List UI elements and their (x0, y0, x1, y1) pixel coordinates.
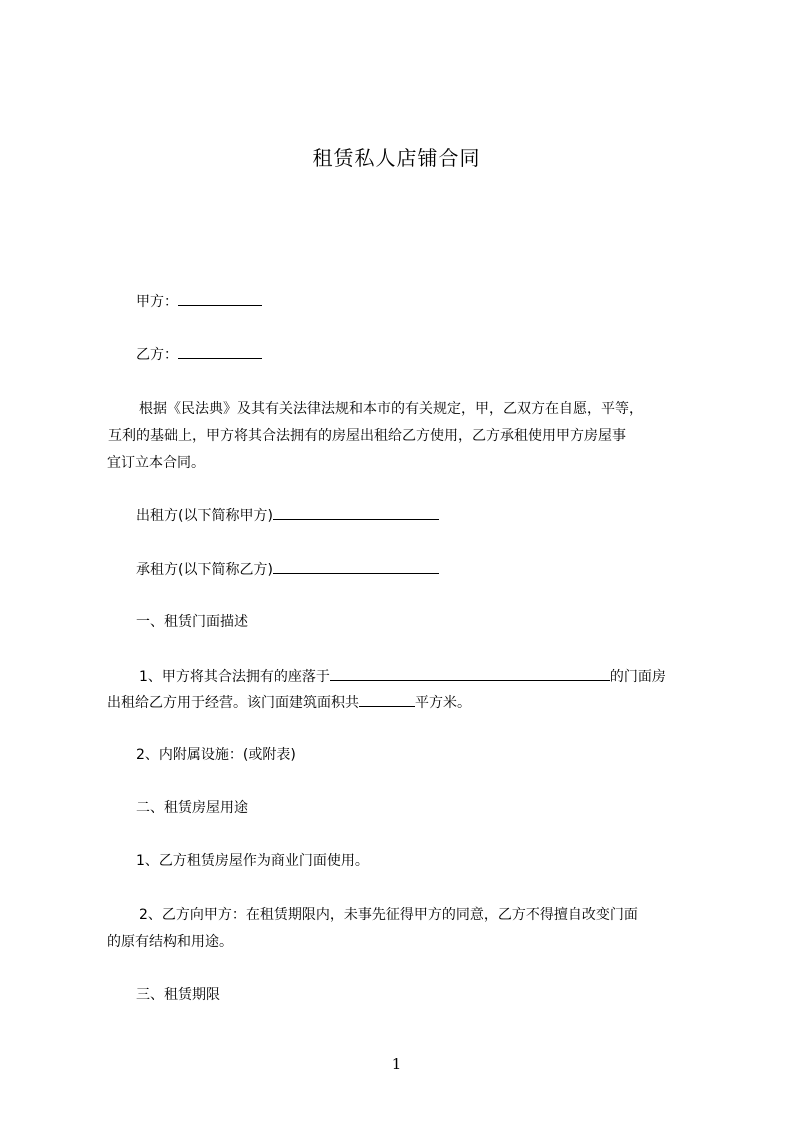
clause-1-1-line-2 (107, 692, 471, 713)
lessee-line (136, 559, 439, 580)
section-3-heading: 三、租赁期限 (136, 987, 220, 1003)
clause-2-2-line-1: 2、乙方向甲方：在租赁期限内，未事先征得甲方的同意，乙方不得擅自改变门面 (139, 907, 638, 923)
section-2-heading: 二、租赁房屋用途 (136, 800, 248, 816)
clause-1-1-prefix: 1、甲方将其合法拥有的座落于 (139, 669, 330, 685)
section-1-heading: 一、租赁门面描述 (136, 614, 248, 630)
party-a-blank[interactable] (178, 291, 262, 306)
intro-line-1: 根据《民法典》及其有关法律法规和本市的有关规定，甲，乙双方在自愿，平等， (139, 401, 643, 417)
clause-1-1-suffix: 的门面房 (609, 669, 666, 685)
lessor-line (136, 505, 439, 526)
clause-1-1-line2-prefix: 出租给乙方用于经营。该门面建筑面积共 (107, 695, 359, 711)
party-a-label: 甲方： (136, 294, 178, 310)
clause-1-1-line2-suffix: 平方米。 (415, 695, 471, 711)
lessor-blank[interactable] (273, 505, 439, 520)
party-b-blank[interactable] (178, 344, 262, 359)
lessee-blank[interactable] (273, 559, 439, 574)
lessor-label: 出租方(以下简称甲方) (136, 508, 273, 524)
lessee-label: 承租方(以下简称乙方) (136, 562, 273, 578)
location-blank[interactable] (330, 666, 610, 681)
clause-2-1: 1、乙方租赁房屋作为商业门面使用。 (136, 853, 369, 869)
clause-1-1-line-1 (139, 666, 666, 687)
clause-2-2-line-2: 的原有结构和用途。 (107, 934, 233, 950)
intro-line-2: 互利的基础上，甲方将其合法拥有的房屋出租给乙方使用，乙方承租使用甲方房屋事 (108, 428, 626, 444)
clause-1-2: 2、内附属设施：(或附表) (136, 747, 296, 763)
document-title: 租赁私人店铺合同 (312, 146, 481, 170)
party-b-label: 乙方： (136, 347, 178, 363)
area-blank[interactable] (359, 692, 415, 707)
intro-line-3: 宜订立本合同。 (107, 455, 205, 471)
party-a-line (136, 291, 262, 312)
page-number: 1 (391, 1055, 402, 1073)
party-b-line (136, 344, 262, 365)
